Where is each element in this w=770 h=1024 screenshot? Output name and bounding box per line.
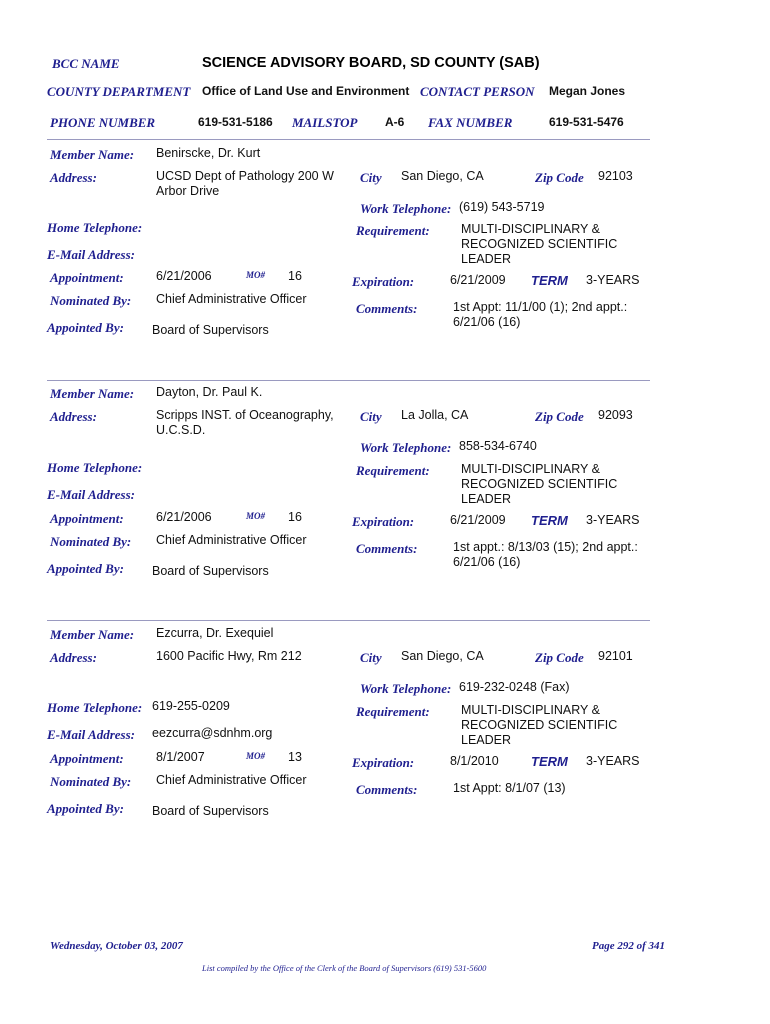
fax-number-label: FAX NUMBER bbox=[428, 115, 513, 130]
nominated-by: Chief Administrative Officer bbox=[156, 773, 307, 787]
term-label: TERM bbox=[531, 273, 568, 288]
zip-code: 92093 bbox=[598, 408, 633, 422]
appointment-date: 6/21/2006 bbox=[156, 510, 212, 524]
work-telephone-label: Work Telephone: bbox=[360, 201, 452, 216]
requirement-label: Requirement: bbox=[356, 704, 430, 719]
term-label: TERM bbox=[531, 754, 568, 769]
mo-number: 16 bbox=[288, 269, 302, 283]
appointment-label: Appointment: bbox=[50, 270, 124, 285]
county-department-label: COUNTY DEPARTMENT bbox=[47, 84, 191, 99]
work-telephone-label: Work Telephone: bbox=[360, 440, 452, 455]
city: San Diego, CA bbox=[401, 169, 484, 183]
mo-number: 16 bbox=[288, 510, 302, 524]
county-department: Office of Land Use and Environment bbox=[202, 84, 410, 98]
comments-label: Comments: bbox=[356, 301, 418, 316]
appointed-by: Board of Supervisors bbox=[152, 804, 269, 818]
zip-code: 92101 bbox=[598, 649, 633, 663]
comments: 1st Appt: 11/1/00 (1); 2nd appt.: 6/21/06 (16) bbox=[453, 300, 628, 329]
nominated-by-label: Nominated By: bbox=[50, 774, 132, 789]
appointment-date: 8/1/2007 bbox=[156, 750, 205, 764]
mo-label: MO# bbox=[246, 751, 266, 761]
member-name: Dayton, Dr. Paul K. bbox=[156, 385, 263, 399]
home-telephone-label: Home Telephone: bbox=[47, 460, 143, 475]
appointment-label: Appointment: bbox=[50, 751, 124, 766]
address: UCSD Dept of Pathology 200 W Arbor Drive bbox=[156, 169, 334, 198]
city: San Diego, CA bbox=[401, 649, 484, 663]
appointed-by-label: Appointed By: bbox=[47, 801, 124, 816]
mailstop: A-6 bbox=[385, 115, 405, 129]
address: 1600 Pacific Hwy, Rm 212 bbox=[156, 649, 302, 663]
city-label: City bbox=[360, 170, 382, 185]
member-name-label: Member Name: bbox=[50, 627, 135, 642]
requirement: MULTI-DISCIPLINARY & RECOGNIZED SCIENTIFIC LEADER bbox=[461, 703, 618, 747]
work-telephone: 619-232-0248 (Fax) bbox=[459, 680, 570, 694]
appointment-date: 6/21/2006 bbox=[156, 269, 212, 283]
zip-code-label: Zip Code bbox=[535, 170, 584, 185]
work-telephone: (619) 543-5719 bbox=[459, 200, 545, 214]
member-name: Ezcurra, Dr. Exequiel bbox=[156, 626, 274, 640]
member-name-label: Member Name: bbox=[50, 386, 135, 401]
record-divider bbox=[47, 620, 650, 621]
address-label: Address: bbox=[50, 650, 97, 665]
expiration-label: Expiration: bbox=[352, 755, 415, 770]
requirement: MULTI-DISCIPLINARY & RECOGNIZED SCIENTIFIC LEADER bbox=[461, 462, 618, 506]
appointed-by-label: Appointed By: bbox=[47, 320, 124, 335]
footer-compiled-by: List compiled by the Office of the Clerk of the Board of Supervisors (619) 531-5600 bbox=[202, 963, 487, 973]
zip-code-label: Zip Code bbox=[535, 650, 584, 665]
expiration-label: Expiration: bbox=[352, 274, 415, 289]
home-telephone-label: Home Telephone: bbox=[47, 700, 143, 715]
appointment-label: Appointment: bbox=[50, 511, 124, 526]
term: 3-YEARS bbox=[586, 273, 640, 287]
home-telephone: 619-255-0209 bbox=[152, 699, 230, 713]
board-title: SCIENCE ADVISORY BOARD, SD COUNTY (SAB) bbox=[202, 55, 540, 71]
expiration-date: 6/21/2009 bbox=[450, 273, 506, 287]
nominated-by: Chief Administrative Officer bbox=[156, 533, 307, 547]
address: Scripps INST. of Oceanography, U.C.S.D. bbox=[156, 408, 334, 437]
work-telephone-label: Work Telephone: bbox=[360, 681, 452, 696]
zip-code-label: Zip Code bbox=[535, 409, 584, 424]
mailstop-label: MAILSTOP bbox=[292, 115, 358, 130]
page-number: Page 292 of 341 bbox=[592, 940, 666, 952]
address-label: Address: bbox=[50, 409, 97, 424]
requirement-label: Requirement: bbox=[356, 463, 430, 478]
member-name-label: Member Name: bbox=[50, 147, 135, 162]
nominated-by-label: Nominated By: bbox=[50, 293, 132, 308]
contact-person-label: CONTACT PERSON bbox=[420, 84, 535, 99]
address-label: Address: bbox=[50, 170, 97, 185]
appointed-by-label: Appointed By: bbox=[47, 561, 124, 576]
email: eezcurra@sdnhm.org bbox=[152, 726, 273, 740]
term-label: TERM bbox=[531, 513, 568, 528]
home-telephone-label: Home Telephone: bbox=[47, 220, 143, 235]
mo-label: MO# bbox=[246, 511, 266, 521]
mo-number: 13 bbox=[288, 750, 302, 764]
zip-code: 92103 bbox=[598, 169, 633, 183]
comments: 1st Appt: 8/1/07 (13) bbox=[453, 781, 566, 795]
contact-person: Megan Jones bbox=[549, 84, 626, 98]
comments-label: Comments: bbox=[356, 782, 418, 797]
expiration-date: 6/21/2009 bbox=[450, 513, 506, 527]
comments-label: Comments: bbox=[356, 541, 418, 556]
email-label: E-Mail Address: bbox=[47, 247, 135, 262]
bcc-name-label: BCC NAME bbox=[52, 56, 120, 71]
city-label: City bbox=[360, 409, 382, 424]
record-divider bbox=[47, 380, 650, 381]
expiration-date: 8/1/2010 bbox=[450, 754, 499, 768]
work-telephone: 858-534-6740 bbox=[459, 439, 537, 453]
header-divider bbox=[47, 139, 650, 140]
nominated-by: Chief Administrative Officer bbox=[156, 292, 307, 306]
fax-number: 619-531-5476 bbox=[549, 115, 624, 129]
email-label: E-Mail Address: bbox=[47, 727, 135, 742]
phone-number-label: PHONE NUMBER bbox=[50, 115, 156, 130]
term: 3-YEARS bbox=[586, 513, 640, 527]
member-name: Benirscke, Dr. Kurt bbox=[156, 146, 261, 160]
city-label: City bbox=[360, 650, 382, 665]
footer-date: Wednesday, October 03, 2007 bbox=[50, 940, 183, 952]
expiration-label: Expiration: bbox=[352, 514, 415, 529]
appointed-by: Board of Supervisors bbox=[152, 564, 269, 578]
appointed-by: Board of Supervisors bbox=[152, 323, 269, 337]
requirement-label: Requirement: bbox=[356, 223, 430, 238]
nominated-by-label: Nominated By: bbox=[50, 534, 132, 549]
comments: 1st appt.: 8/13/03 (15); 2nd appt.: 6/21/06 (16) bbox=[453, 540, 638, 569]
phone-number: 619-531-5186 bbox=[198, 115, 273, 129]
mo-label: MO# bbox=[246, 270, 266, 280]
term: 3-YEARS bbox=[586, 754, 640, 768]
requirement: MULTI-DISCIPLINARY & RECOGNIZED SCIENTIFIC LEADER bbox=[461, 222, 618, 266]
city: La Jolla, CA bbox=[401, 408, 469, 422]
email-label: E-Mail Address: bbox=[47, 487, 135, 502]
